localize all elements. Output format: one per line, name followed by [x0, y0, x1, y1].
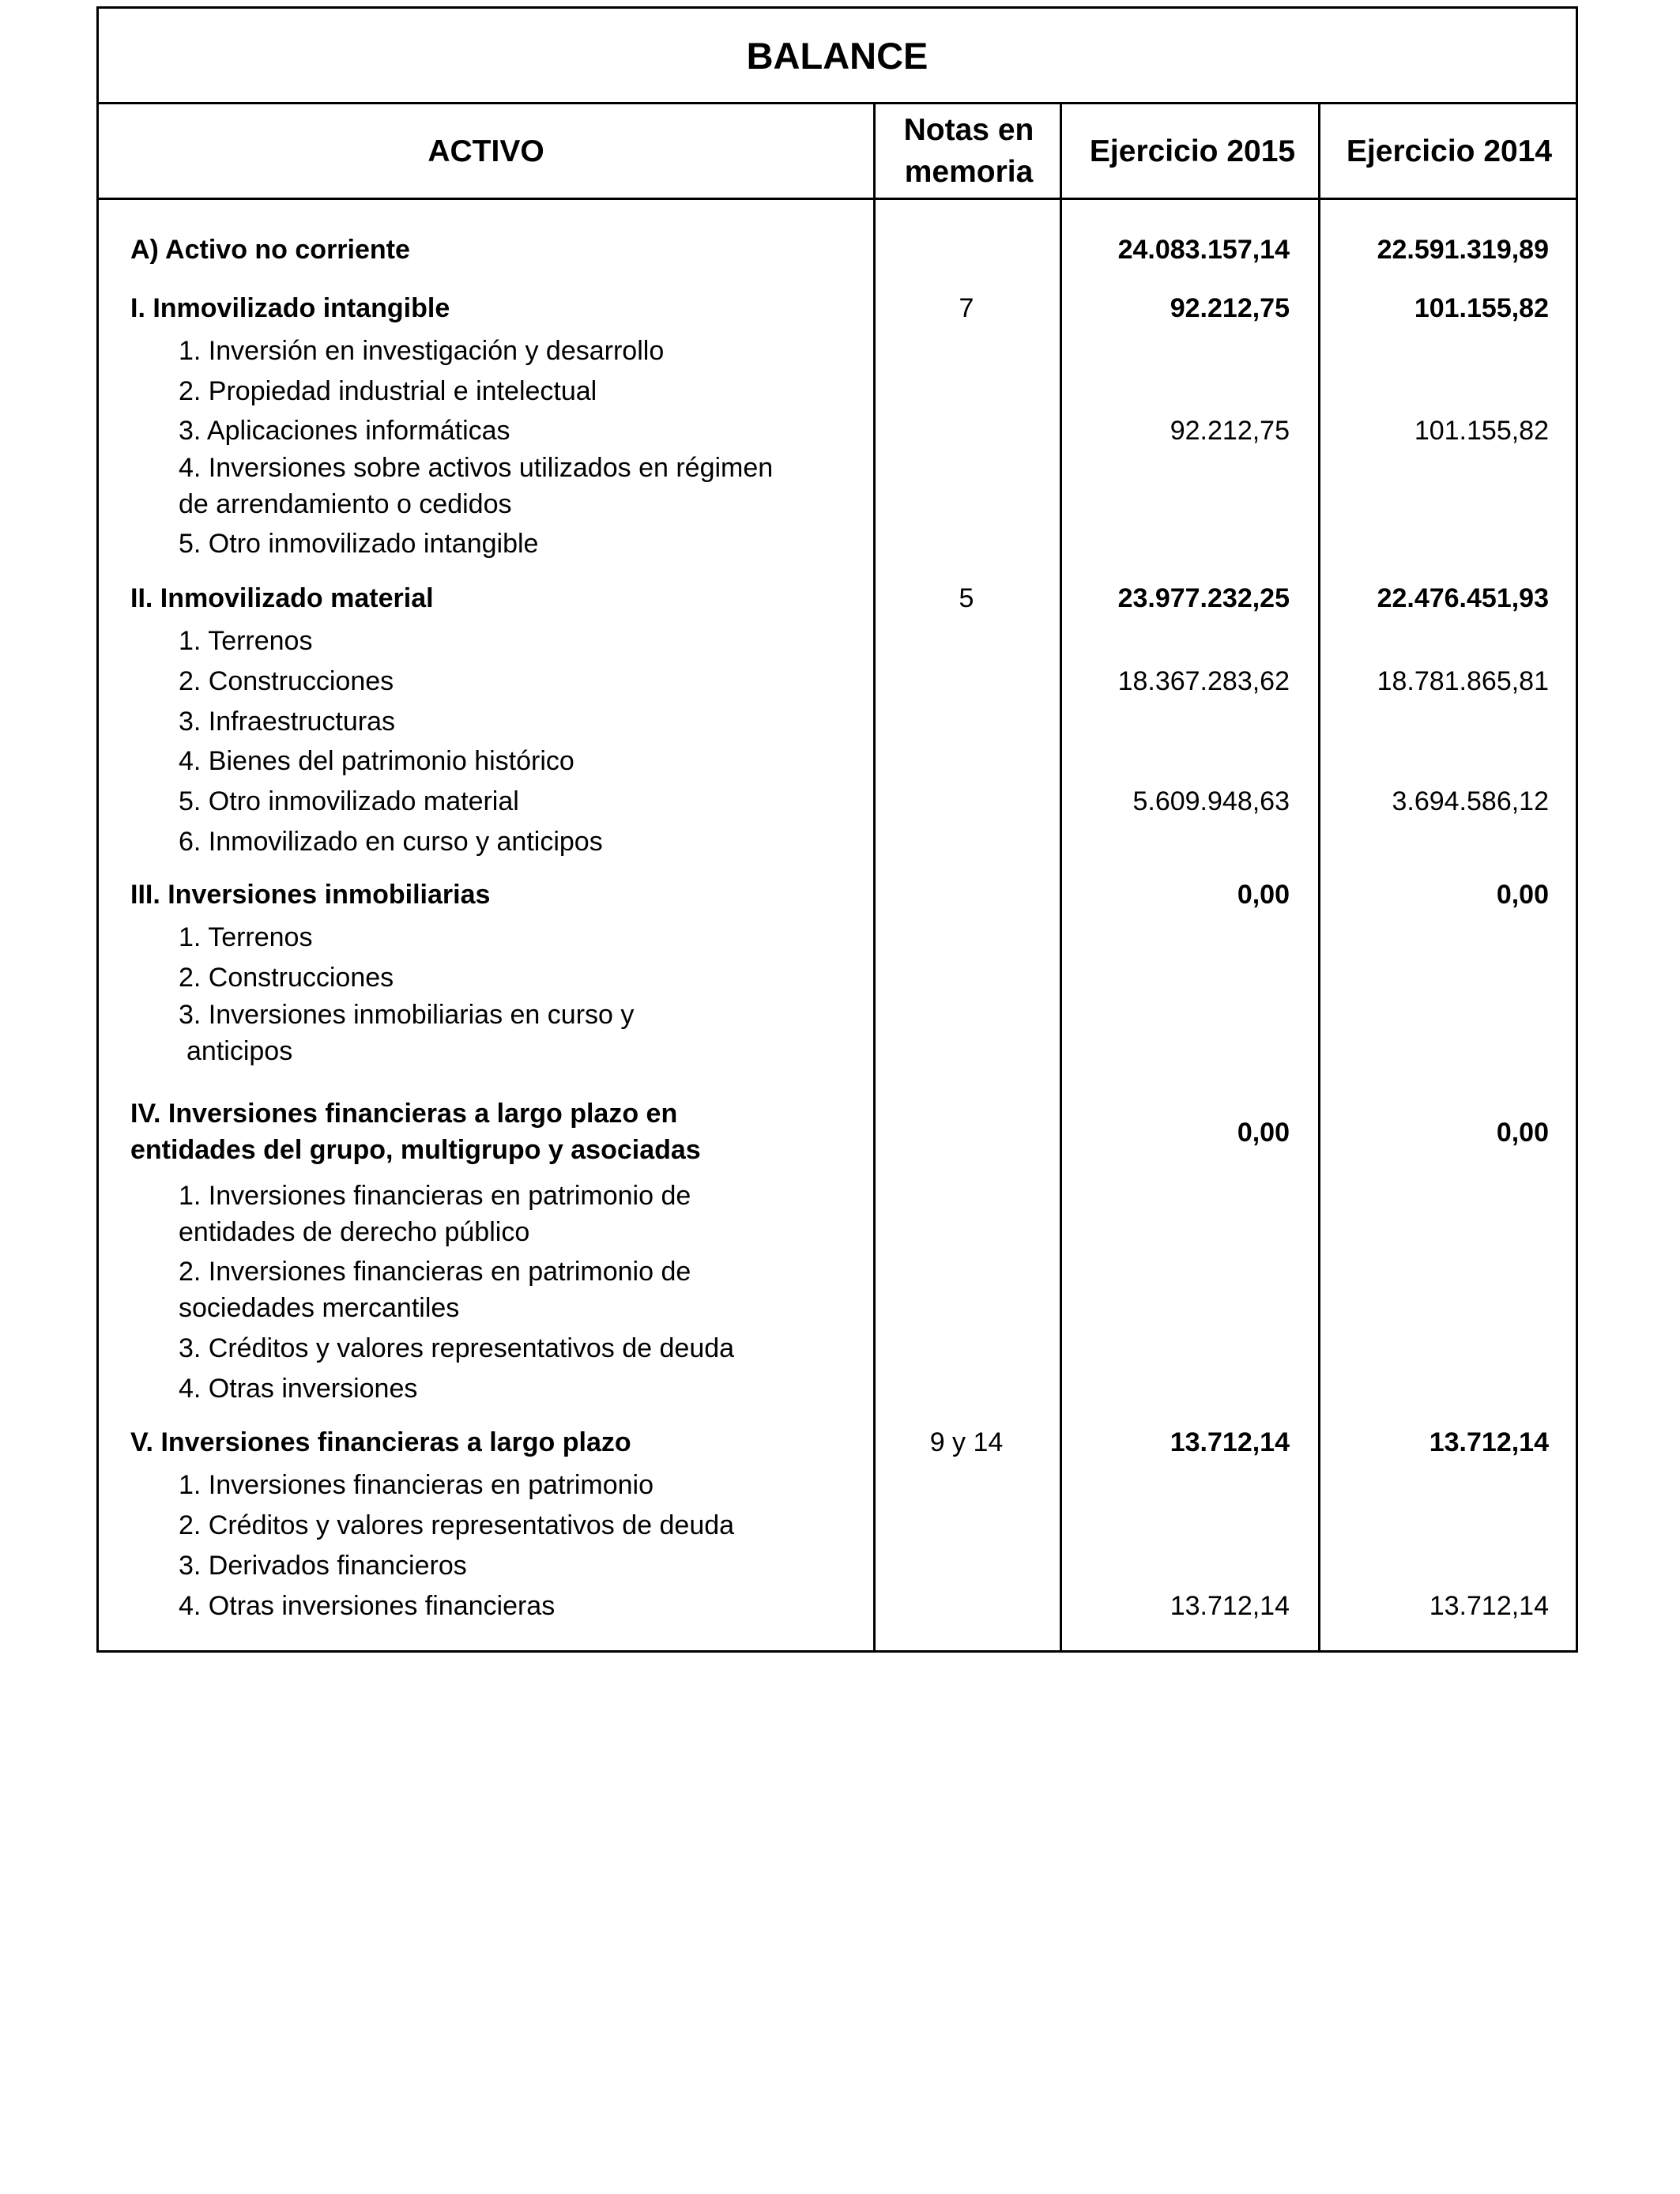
row-label-line: 3. Créditos y valores representativos de deuda: [179, 1333, 735, 1363]
row-label: [179, 373, 906, 409]
row-value-2015: 13.712,14: [1170, 1427, 1290, 1457]
row-label-line: anticipos: [186, 1036, 293, 1066]
row-label-line: 4. Otras inversiones financieras: [179, 1591, 556, 1621]
row-value-2015: 5.609.948,63: [1132, 786, 1290, 816]
row-label: [130, 290, 865, 326]
row-value-2015: 24.083.157,14: [1117, 235, 1290, 265]
row-label-line: entidades del grupo, multigrupo y asociadas: [130, 1135, 701, 1165]
row-label-line: 2. Inversiones financieras en patrimonio de: [179, 1257, 691, 1287]
row-label-line: 3. Infraestructuras: [179, 707, 396, 737]
row-label-line: 1. Inversiones financieras en patrimonio: [179, 1470, 654, 1500]
row-label: [179, 413, 906, 449]
row-value-2015: 92.212,75: [1170, 293, 1290, 323]
row-label: [179, 1507, 906, 1544]
row-label-line: entidades de derecho público: [179, 1217, 530, 1247]
row-label-line: II. Inmovilizado material: [130, 583, 434, 613]
row-label: [179, 824, 906, 860]
table-header-row: [99, 104, 1576, 200]
column-divider: [1060, 104, 1062, 1650]
row-value-2014: 22.591.319,89: [1377, 235, 1549, 265]
header-notas: [876, 104, 1062, 198]
row-label: [179, 783, 906, 820]
row-label-line: sociedades mercantiles: [179, 1293, 460, 1323]
row-label: [179, 1370, 906, 1407]
header-activo: ACTIVO: [428, 134, 544, 168]
header-notas-line1: Notas en: [903, 113, 1034, 147]
row-label-line: 3. Derivados financieros: [179, 1551, 467, 1581]
row-value-2014: 22.476.451,93: [1377, 583, 1549, 613]
row-label-line: I. Inmovilizado intangible: [130, 293, 450, 323]
header-ejercicio-2014: Ejercicio 2014: [1346, 134, 1553, 168]
row-value-2014: 0,00: [1496, 1118, 1549, 1148]
row-label-line: 1. Inversiones financieras en patrimonio de: [179, 1181, 691, 1211]
row-value-2014: 101.155,82: [1414, 293, 1549, 323]
row-value-2014: 13.712,14: [1429, 1427, 1549, 1457]
row-value-2014: 3.694.586,12: [1392, 786, 1549, 816]
row-label-line: 1. Terrenos: [179, 922, 313, 952]
row-label: [179, 997, 906, 1069]
row-note: 7: [959, 293, 974, 323]
row-label: [179, 1467, 906, 1503]
row-label: [179, 703, 906, 740]
row-label-line: 3. Inversiones inmobiliarias en curso y: [179, 1000, 635, 1030]
row-label-line: 4. Otras inversiones: [179, 1374, 418, 1404]
row-label-line: 2. Construcciones: [179, 666, 394, 696]
row-note: 9 y 14: [929, 1427, 1004, 1457]
row-value-2015: 92.212,75: [1170, 416, 1290, 446]
row-label: [130, 1095, 865, 1168]
row-label: [179, 450, 906, 522]
row-label-line: IV. Inversiones financieras a largo plazo en: [130, 1099, 678, 1129]
row-label-line: 4. Bienes del patrimonio histórico: [179, 746, 574, 776]
balance-table: [96, 6, 1578, 1653]
row-label-line: 2. Construcciones: [179, 963, 394, 993]
row-label: [179, 663, 906, 699]
row-label-line: 5. Otro inmovilizado intangible: [179, 529, 539, 559]
row-label-line: 2. Créditos y valores representativos de deuda: [179, 1510, 735, 1540]
row-value-2015: 13.712,14: [1170, 1591, 1290, 1621]
row-label: [179, 743, 906, 779]
row-label: [179, 1547, 906, 1584]
row-label: [179, 1330, 906, 1367]
row-label-line: V. Inversiones financieras a largo plazo: [130, 1427, 631, 1457]
row-label: [179, 623, 906, 659]
row-label: [179, 919, 906, 956]
row-value-2014: 13.712,14: [1429, 1591, 1549, 1621]
row-label-line: 4. Inversiones sobre activos utilizados en régimen: [179, 453, 774, 483]
row-value-2015: 0,00: [1237, 880, 1290, 910]
header-ejercicio-2015: Ejercicio 2015: [1089, 134, 1296, 168]
row-label: [179, 333, 906, 369]
row-label: [179, 526, 906, 562]
row-value-2014: 101.155,82: [1414, 416, 1549, 446]
row-label: [179, 1588, 906, 1624]
row-label: [179, 1178, 906, 1250]
row-label: [130, 1424, 865, 1461]
column-divider: [1318, 104, 1320, 1650]
row-label-line: III. Inversiones inmobiliarias: [130, 880, 491, 910]
header-notas-line2: memoria: [904, 155, 1034, 189]
row-label-line: de arrendamiento o cedidos: [179, 489, 512, 519]
row-label-line: A) Activo no corriente: [130, 235, 410, 265]
row-label-line: 5. Otro inmovilizado material: [179, 786, 519, 816]
row-label-line: 1. Inversión en investigación y desarrollo: [179, 336, 665, 366]
row-value-2014: 18.781.865,81: [1377, 666, 1549, 696]
table-title: BALANCE: [99, 9, 1576, 104]
row-label-line: 6. Inmovilizado en curso y anticipos: [179, 827, 603, 857]
row-value-2015: 18.367.283,62: [1117, 666, 1290, 696]
row-label-line: 1. Terrenos: [179, 626, 313, 656]
row-label: [179, 1253, 906, 1326]
row-label: [130, 580, 865, 616]
row-label: [130, 876, 865, 913]
row-value-2014: 0,00: [1496, 880, 1549, 910]
row-value-2015: 23.977.232,25: [1117, 583, 1290, 613]
row-label: [179, 959, 906, 996]
row-label: [130, 232, 865, 268]
row-value-2015: 0,00: [1237, 1118, 1290, 1148]
row-note: 5: [959, 583, 974, 613]
row-label-line: 2. Propiedad industrial e intelectual: [179, 376, 597, 406]
row-label-line: 3. Aplicaciones informáticas: [179, 416, 510, 446]
